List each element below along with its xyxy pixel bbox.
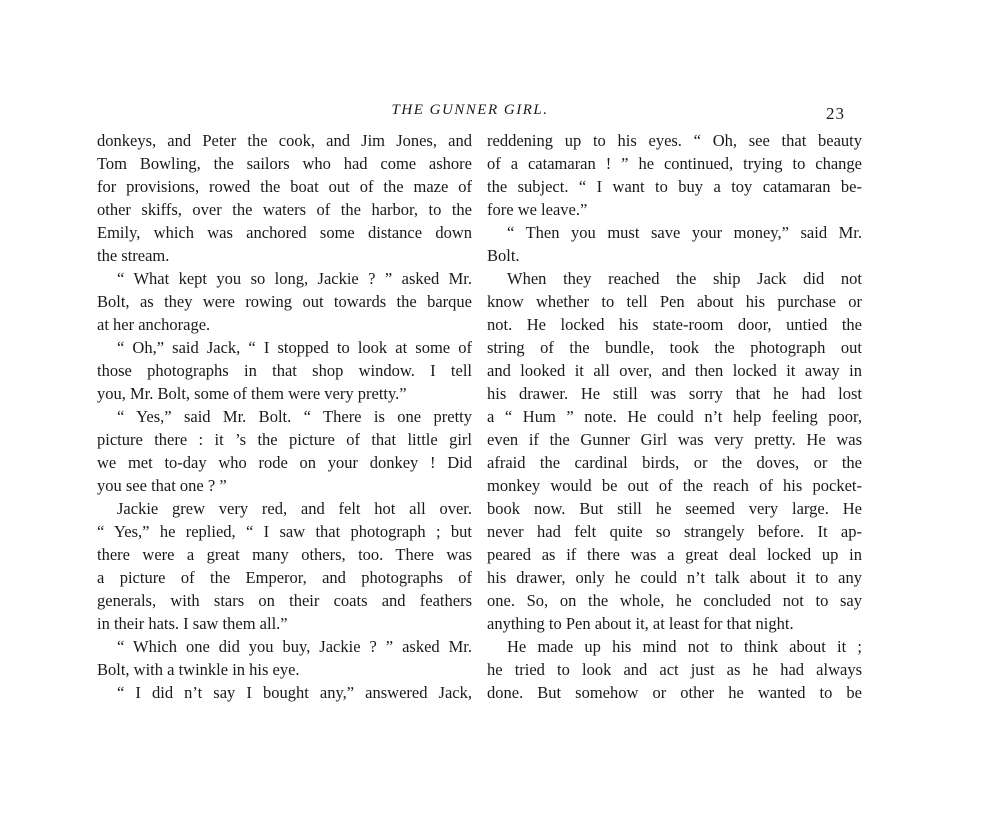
text-line: you see that one ? ” bbox=[97, 476, 227, 495]
text-line: you, Mr. Bolt, some of them were very pretty.” bbox=[97, 384, 407, 403]
text-line: anything to Pen about it, at least for that night. bbox=[487, 614, 794, 633]
text-line: not. He locked his state-room door, untied the bbox=[487, 315, 862, 334]
text-line: Jackie grew very red, and felt hot all over. bbox=[117, 499, 472, 518]
text-line: When they reached the ship Jack did not bbox=[507, 269, 862, 288]
text-line: a picture of the Emperor, and photographs of bbox=[97, 568, 472, 587]
text-line: monkey would be out of the reach of his pocket- bbox=[487, 476, 862, 495]
text-line: those photographs in that shop window. I tell bbox=[97, 361, 472, 380]
text-line: “ Yes,” said Mr. Bolt. “ There is one pretty bbox=[117, 407, 472, 426]
text-line: in their hats. I saw them all.” bbox=[97, 614, 288, 633]
text-line: Bolt, with a twinkle in his eye. bbox=[97, 660, 300, 679]
text-line: generals, with stars on their coats and feathers bbox=[97, 591, 472, 610]
text-line: “ Oh,” said Jack, “ I stopped to look at some of bbox=[117, 338, 472, 357]
text-line: “ Then you must save your money,” said Mr. bbox=[507, 223, 862, 242]
right-column bbox=[487, 129, 862, 704]
text-line: “ What kept you so long, Jackie ? ” asked Mr. bbox=[117, 269, 472, 288]
text-line: and looked it all over, and then locked it away in bbox=[487, 361, 862, 380]
running-title: THE GUNNER GIRL. bbox=[391, 102, 549, 118]
text-line: book now. But still he seemed very large. He bbox=[487, 499, 862, 518]
text-line: we met to-day who rode on your donkey ! Did bbox=[97, 453, 472, 472]
text-line: picture there : it ’s the picture of that little girl bbox=[97, 430, 472, 449]
text-line: afraid the cardinal birds, or the doves, or the bbox=[487, 453, 862, 472]
text-line: a “ Hum ” note. He could n’t help feeling poor, bbox=[487, 407, 862, 426]
text-line: done. But somehow or other he wanted to be bbox=[487, 683, 862, 702]
text-line: at her anchorage. bbox=[97, 315, 211, 334]
text-line: other skiffs, over the waters of the harbor, to the bbox=[97, 200, 472, 219]
text-line: for provisions, rowed the boat out of the maze of bbox=[97, 177, 472, 196]
text-line: Emily, which was anchored some distance down bbox=[97, 223, 472, 242]
text-line: fore we leave.” bbox=[487, 200, 588, 219]
text-line: He made up his mind not to think about it ; bbox=[507, 637, 862, 656]
left-column bbox=[97, 129, 472, 704]
text-line: the stream. bbox=[97, 246, 170, 265]
text-line: reddening up to his eyes. “ Oh, see that beauty bbox=[487, 131, 862, 150]
text-line: “ Yes,” he replied, “ I saw that photograph ; but bbox=[97, 522, 472, 541]
text-line: peared as if there was a great deal locked up in bbox=[487, 545, 862, 564]
page-number: 23 bbox=[826, 104, 845, 123]
text-line: “ I did n’t say I bought any,” answered Jack, bbox=[117, 683, 472, 702]
text-line: of a catamaran ! ” he continued, trying to change bbox=[487, 154, 862, 173]
text-line: never had felt quite so strangely before. It ap- bbox=[487, 522, 862, 541]
running-head bbox=[0, 102, 1000, 126]
text-line: even if the Gunner Girl was very pretty. He was bbox=[487, 430, 862, 449]
text-line: there were a great many others, too. There was bbox=[97, 545, 472, 564]
text-line: “ Which one did you buy, Jackie ? ” asked Mr. bbox=[117, 637, 472, 656]
text-line: Bolt, as they were rowing out towards the barque bbox=[97, 292, 472, 311]
text-line: he tried to look and act just as he had always bbox=[487, 660, 862, 679]
text-line: donkeys, and Peter the cook, and Jim Jones, and bbox=[97, 131, 472, 150]
text-line: Tom Bowling, the sailors who had come ashore bbox=[97, 154, 472, 173]
text-line: his drawer. He still was sorry that he had lost bbox=[487, 384, 862, 403]
text-line: the subject. “ I want to buy a toy catamaran be- bbox=[487, 177, 862, 196]
text-line: his drawer, only he could n’t talk about it to any bbox=[487, 568, 862, 587]
text-line: Bolt. bbox=[487, 246, 520, 265]
text-line: know whether to tell Pen about his purchase or bbox=[487, 292, 862, 311]
text-line: string of the bundle, took the photograph out bbox=[487, 338, 862, 357]
text-line: one. So, on the whole, he concluded not to say bbox=[487, 591, 862, 610]
